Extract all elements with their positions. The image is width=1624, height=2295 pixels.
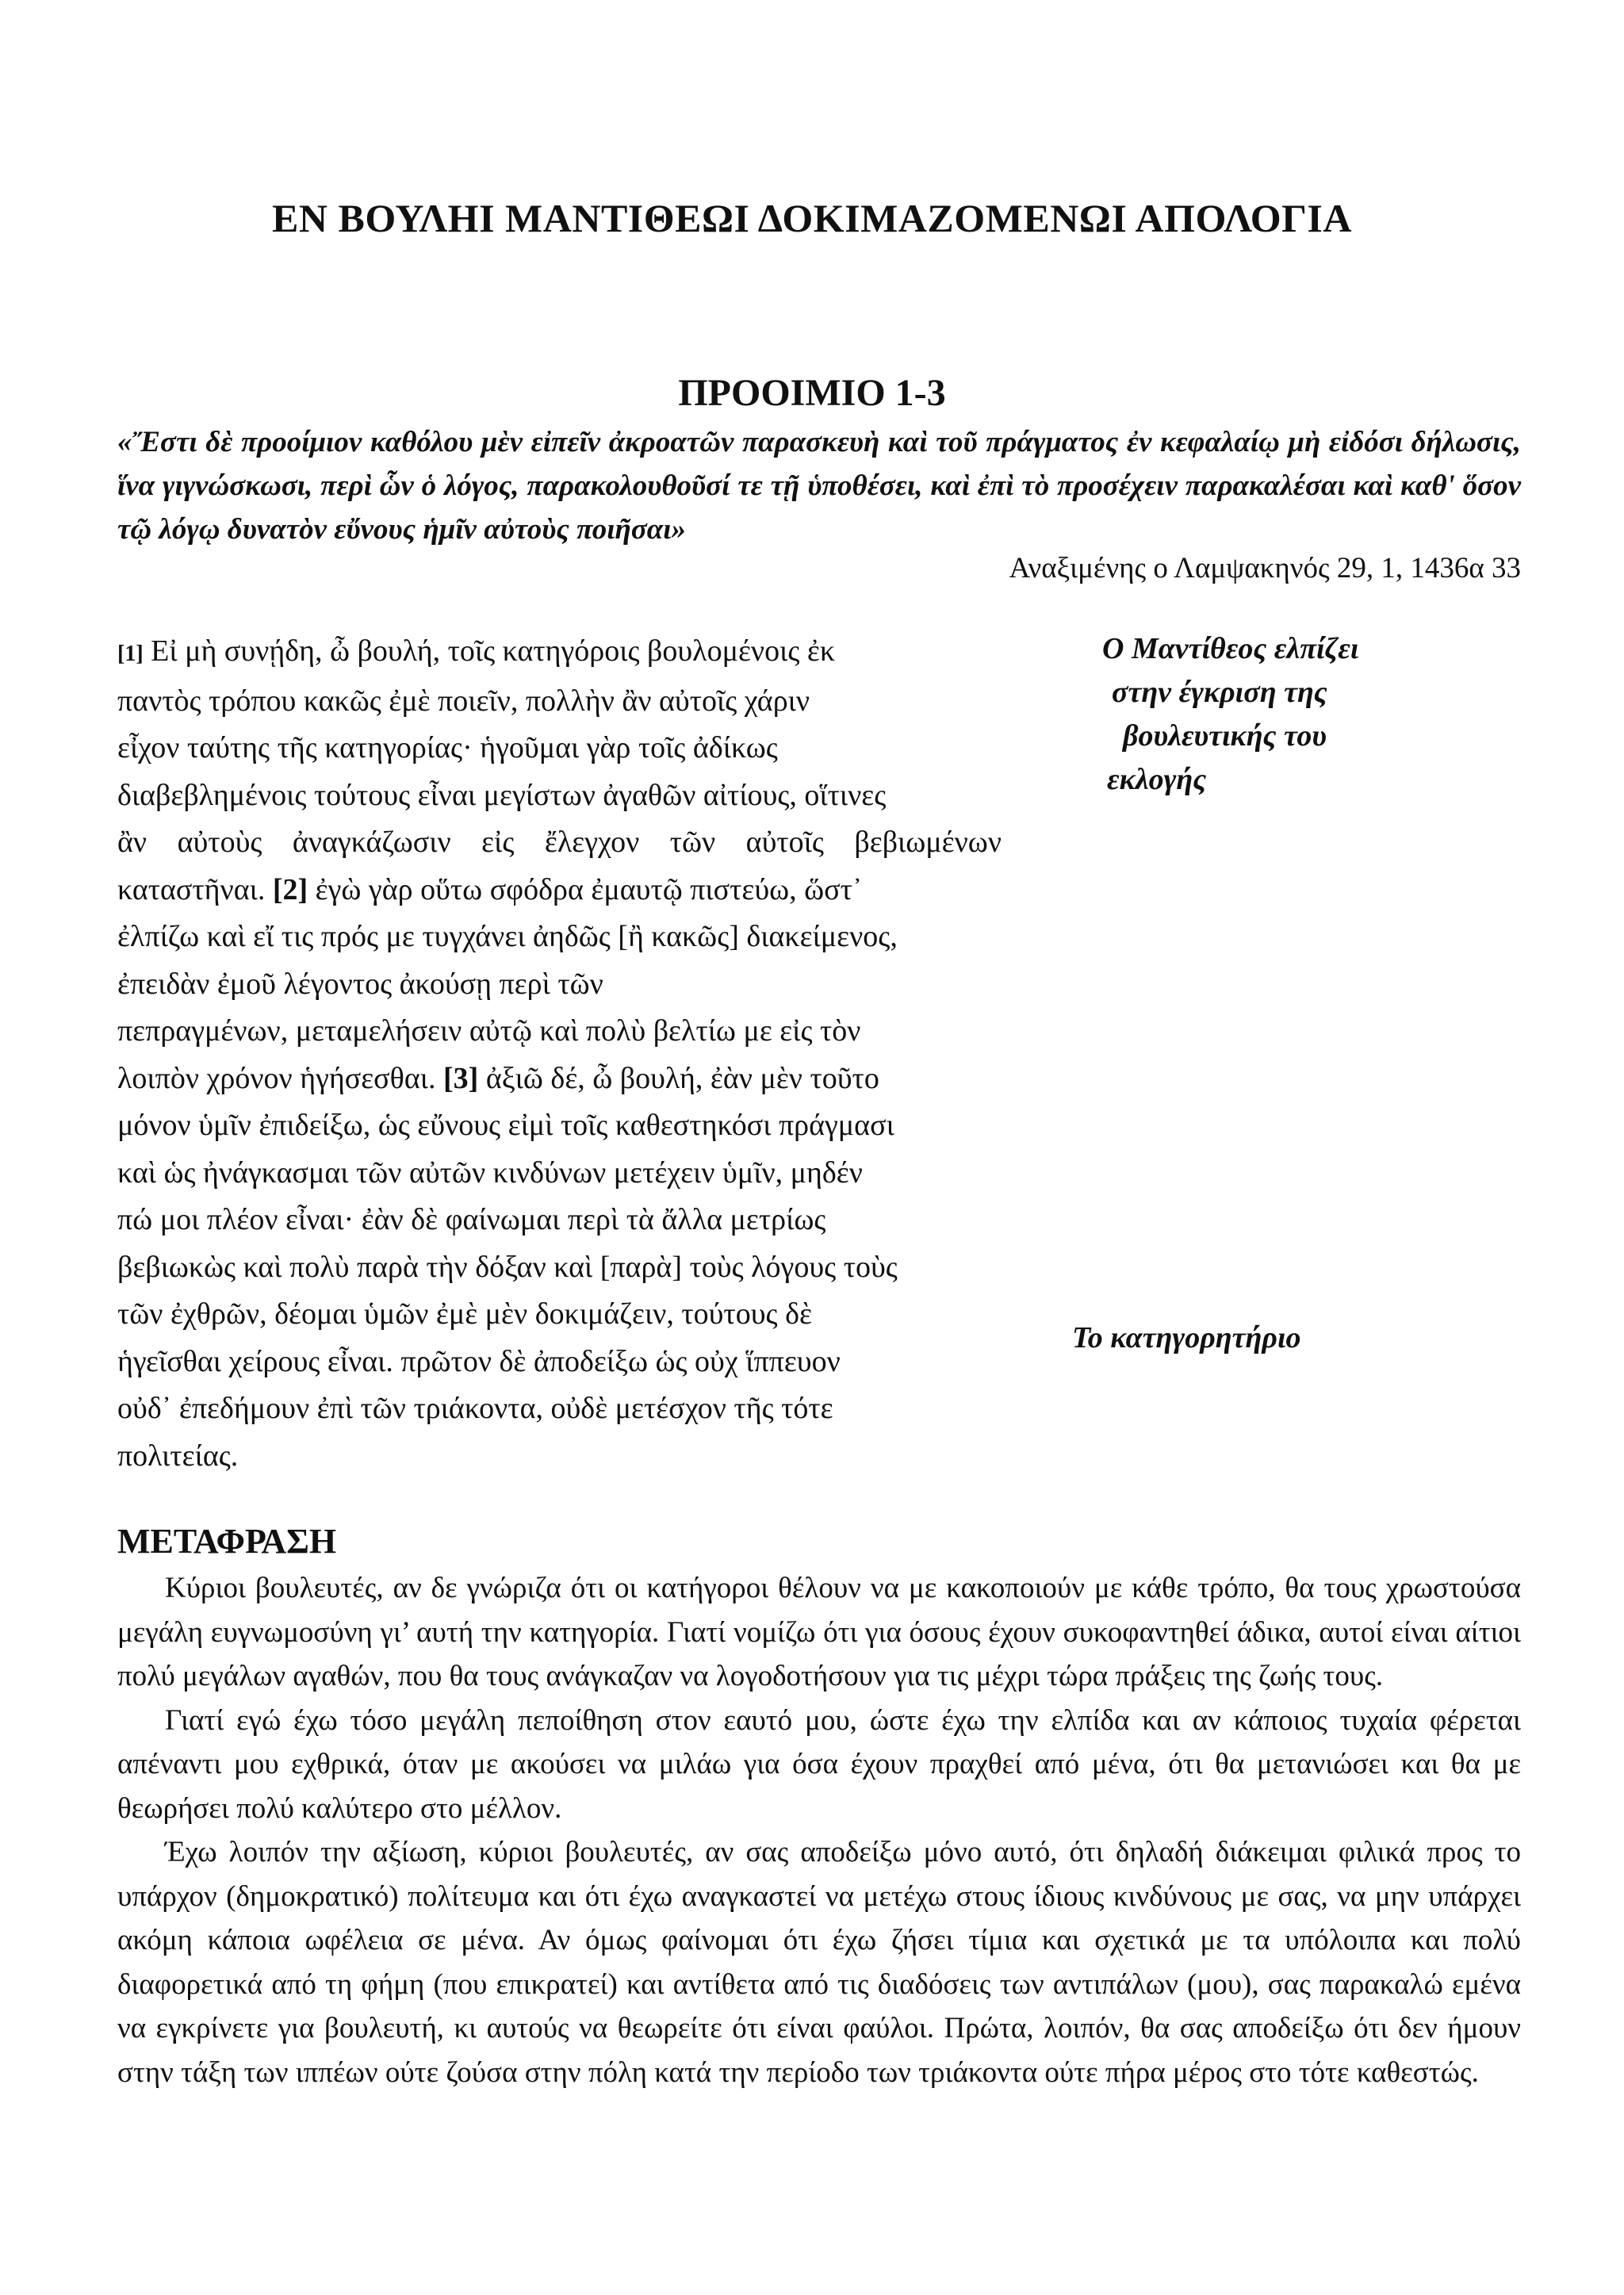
translation-paragraph: Κύριοι βουλευτές, αν δε γνώριζα ότι οι κατήγοροι θέλουν να με κακοποιούν με κάθε τρόπο, θα τους χρωστούσα μεγάλη ευγνωμοσύνη γι’ αυτή την κατηγορία. Γιατί νομίζω ότι για όσους έχουν συκοφαντηθεί άδικα, αυτοί είναι αίτιοι πολύ μεγάλων αγαθών, που θα τους ανάγκαζαν να λογοδοτήσουν για τις μέχρι τώρα πράξεις της ζωής τους.: [117, 1572, 1521, 1692]
greek-line: ἡγεῖσθαι χείρους εἶναι. πρῶτον δὲ ἀποδείξω ὡς οὐχ ἵππευον: [117, 1344, 841, 1378]
greek-line: ἂν αὐτοὺς ἀναγκάζωσιν εἰς ἔλεγχον τῶν αὐτοῖς βεβιωμένων: [117, 826, 1002, 859]
greek-line: τῶν ἐχθρῶν, δέομαι ὑμῶν ἐμὲ μὲν δοκιμάζειν, τούτους δὲ: [117, 1297, 812, 1331]
section-number-3: [3]: [443, 1061, 479, 1095]
greek-line: μόνον ὑμῖν ἐπιδείξω, ὡς εὔνους εἰμὶ τοῖς καθεστηκόσι πράγμασι: [117, 1109, 894, 1142]
greek-line: πεπραγμένων, μεταμελήσειν αὐτῷ καὶ πολὺ βελτίω με εἰς τὸν: [117, 1014, 861, 1048]
translation-text: [117, 1566, 1521, 2094]
side-note-line: βουλευτικής του: [1123, 719, 1327, 753]
greek-line: ἐπειδὰν ἐμοῦ λέγοντος ἀκούσῃ περὶ τῶν: [117, 967, 603, 1001]
side-note-line: Ο Μαντίθεος ελπίζει: [1102, 632, 1359, 665]
greek-line: ἐλπίζω καὶ εἴ τις πρός με τυγχάνει ἀηδῶς [ἢ κακῶς] διακείμενος,: [117, 920, 898, 953]
side-note-line: εκλογής: [1107, 763, 1207, 796]
greek-line: καταστῆναι. [2] ἐγὼ γὰρ οὕτω σφόδρα ἐμαυτῷ πιστεύω, ὥστ᾽: [117, 872, 863, 906]
greek-line: [1] Εἰ μὴ συνῄδη, ὦ βουλή, τοῖς κατηγόροις βουλομένοις ἐκ: [117, 634, 835, 668]
greek-line: οὐδ᾽ ἐπεδήμουν ἐπὶ τῶν τριάκοντα, οὐδὲ μετέσχον τῆς τότε: [117, 1392, 833, 1425]
document-title: ΕΝ ΒΟΥΛΗΙ ΜΑΝΤΙΘΕΩΙ ΔΟΚΙΜΑΖΟΜΕΝΩΙ ΑΠΟΛΟΓΙΑ: [272, 196, 1352, 240]
section-number-2: [2]: [272, 872, 308, 906]
side-note-hope: [1096, 627, 1524, 802]
side-note-indictment: Το κατηγορητήριο: [1072, 1321, 1301, 1354]
translation-paragraph: Έχω λοιπόν την αξίωση, κύριοι βουλευτές, αν σας αποδείξω μόνο αυτό, ότι δηλαδή διάκειμαι φιλικά προς το υπάρχον (δημοκρατικό) πολίτευμα και ότι έχω αναγκαστεί να μετέχω στους ίδιους κινδύνους με σας, να μην υπάρχει ακόμη κάποια ωφέλεια σε μένα. Αν όμως φαίνομαι ότι έχω ζήσει τίμια και σχετικά με τα υπόλοιπα και πολύ διαφορετικά από τη φήμη (που επικρατεί) και αντίθετα από τις διαδόσεις των αντιπάλων (μου), σας παρακαλώ εμένα να εγκρίνετε για βουλευτή, κι αυτούς να θεωρείτε ότι είναι φαύλοι. Πρώτα, λοιπόν, θα σας αποδείξω ότι δεν ήμουν στην τάξη των ιππέων ούτε ζούσα στην πόλη κατά την περίοδο των τριάκοντα ούτε πήρα μέρος στο τότε καθεστώς.: [117, 1836, 1521, 2089]
greek-original-text: [117, 628, 1002, 1480]
section-number-1: [1]: [117, 642, 144, 666]
epigraph-source: Αναξιμένης ο Λαμψακηνός 29, 1, 1436α 33: [1009, 552, 1521, 584]
greek-line: πολιτείας.: [117, 1439, 239, 1473]
greek-line: πώ μοι πλέον εἶναι· ἐὰν δὲ φαίνωμαι περὶ τὰ ἄλλα μετρίως: [117, 1203, 826, 1236]
greek-line: λοιπὸν χρόνον ἡγήσεσθαι. [3] ἀξιῶ δέ, ὦ βουλή, ἐὰν μὲν τοῦτο: [117, 1061, 879, 1095]
translation-paragraph: Γιατί εγώ έχω τόσο μεγάλη πεποίθηση στον εαυτό μου, ώστε έχω την ελπίδα και αν κάποιος τυχαία φέρεται απέναντι μου εχθρικά, όταν με ακούσει να μιλάω για όσα έχουν πραχθεί από μένα, ότι θα μετανιώσει και θα με θεωρήσει πολύ καλύτερο στο μέλλον.: [117, 1703, 1521, 1825]
greek-line: διαβεβλημένοις τούτους εἶναι μεγίστων ἀγαθῶν αἰτίους, οἵτινες: [117, 778, 887, 812]
greek-line: καὶ ὡς ἠνάγκασμαι τῶν αὐτῶν κινδύνων μετέχειν ὑμῖν, μηδέν: [117, 1155, 863, 1190]
greek-line: εἶχον ταύτης τῆς κατηγορίας· ἡγοῦμαι γὰρ τοῖς ἀδίκως: [117, 731, 778, 764]
greek-line: παντὸς τρόπου κακῶς ἐμὲ ποιεῖν, πολλὴν ἂν αὐτοῖς χάριν: [117, 684, 810, 718]
side-note-line: στην έγκριση της: [1112, 676, 1327, 709]
epigraph: «Ἔστι δὲ προοίμιον καθόλου μὲν εἰπεῖν ἀκροατῶν παρασκευὴ καὶ τοῦ πράγματος ἐν κεφαλαίῳ μὴ εἰδόσι δήλωσις, ἵνα γιγνώσκωσι, περὶ ὧν ὁ λόγος, παρακολουθοῦσί τε τῇ ὑποθέσει, καὶ ἐπὶ τὸ προσέχειν παρακαλέσαι καὶ καθ' ὅσον τῷ λόγῳ δυνατὸν εὔνους ἡμῖν αὐτοὺς ποιῆσαι»: [117, 426, 1521, 546]
greek-line: βεβιωκὼς καὶ πολὺ παρὰ τὴν δόξαν καὶ [παρὰ] τοὺς λόγους τοὺς: [117, 1250, 898, 1284]
section-title: ΠΡΟΟΙΜΙΟ 1-3: [678, 372, 946, 414]
translation-heading: ΜΕΤΑΦΡΑΣΗ: [117, 1522, 337, 1561]
